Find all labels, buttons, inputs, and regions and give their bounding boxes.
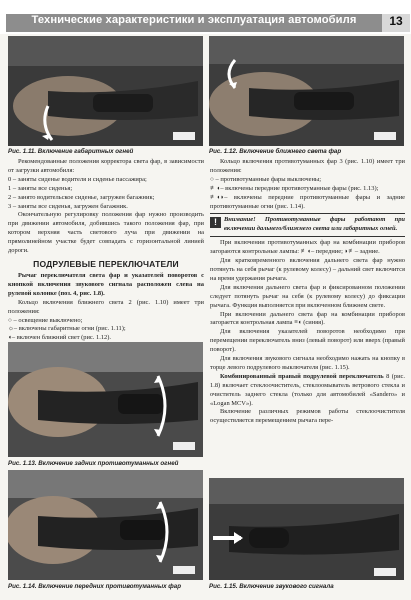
warning-box (210, 213, 405, 237)
paragraph: Рычаг переключателя света фар и указателей поворотов с кнопкой включения звукового сигнала расположен слева на рулевой колонке (поз. 4, рис. 1.8). (8, 271, 204, 297)
figure-1-11-caption: Рис. 1.11. Включение габаритных огней (8, 148, 134, 155)
page-number: 13 (382, 14, 410, 32)
warning-text: Внимание! Противотуманные фары работают при включении дальнего/ближнего света или габаритных огней. (224, 216, 405, 233)
figure-1-15-caption: Рис. 1.15. Включение звукового сигнала (209, 583, 334, 590)
paragraph: Кольцо включения противотуманных фар 3 (рис. 1.10) имеет три положения: (210, 158, 405, 174)
section-heading: ПОДРУЛЕВЫЕ ПЕРЕКЛЮЧАТЕЛИ (33, 258, 179, 269)
page-title: Технические характеристики и эксплуатация автомобиля (31, 14, 357, 26)
left-column-text (8, 158, 204, 343)
list-item: 1 – заняты все сиденья; (8, 184, 73, 192)
paragraph: Окончательную регулировку положения фар нужно производить при движении автомобиля, добившись такого положения фар, при котором верхняя часть светового луча при движении на прямолинейном участке будет совпадать с горизонтальной линией дороги. (8, 211, 204, 255)
paragraph: Кольцо включения ближнего света 2 (рис. 1.10) имеет три положения: (8, 298, 204, 315)
paragraph: Для включения звукового сигнала необходимо нажать на кнопку в торце левого подрулевого выключателя (рис. 1.15). (210, 355, 405, 371)
low-beam-icon: ◖ (8, 334, 12, 342)
list-item: 0 – заняты сиденье водителя и сиденье пассажира; (8, 175, 147, 183)
paragraph: Для кратковременного включения дальнего света фар нужно потянуть на себя рычаг (к рулевому колесу) – дальний свет включится на время удержания рычага. (210, 257, 405, 282)
figure-1-15-photo (209, 478, 404, 580)
list-item-front-fog: ≢◖– включены передние противотуманные фары (рис. 1.13); (210, 184, 379, 192)
figure-1-12-caption: Рис. 1.12. Включение ближнего света фар (209, 148, 342, 155)
list-item-rear-fog: ≢◖◗– включены передние противотуманные фары и задние противотуманные огни (рис. 1.14). (210, 193, 405, 210)
front-rear-fog-icon: ≢◖◗ (210, 193, 225, 201)
figure-1-11-photo (8, 36, 203, 146)
list-item: ○ – противотуманные фары выключены; (210, 175, 322, 183)
rear-fog-lamp-icon: ◗≢ (344, 248, 355, 256)
figure-1-13-photo (8, 342, 203, 457)
figure-1-14-caption: Рис. 1.14. Включение передних противотуманных фар (8, 583, 181, 590)
paragraph: Для включения дальнего света фар и фиксированном положении следует потянуть рычаг на себя (к рулевому колесу) до фиксации рычага. Функция выполняется при включенном ближнем свете. (210, 283, 405, 309)
list-item: 2 – занято водительское сиденье, загружен багажник; (8, 193, 155, 201)
parking-lights-icon: ☼ (8, 325, 14, 333)
paragraph: При включении противотуманных фар на комбинации приборов загораются контрольные лампы: ≢◖– передние; ◗≢– задние. (210, 239, 405, 256)
right-column-text (210, 158, 405, 426)
paragraph: Для включения указателей поворотов необходимо при перемещении переключатель вниз (левый поворот) или вверх (правый поворот). (210, 328, 405, 354)
figure-1-12-photo (209, 36, 404, 146)
list-item-dipped: ◖– включен ближний свет (рис. 1.12). (8, 334, 112, 342)
page-header (0, 0, 411, 34)
figure-1-14-photo (8, 470, 203, 580)
paragraph: При включении дальнего света фар на комбинации приборов загорается контрольная лампа ≡◖ (синяя). (210, 310, 405, 327)
figure-1-13-caption: Рис. 1.13. Включение задних противотуманных огней (8, 460, 179, 467)
list-item: 3 – заняты все сиденья, загружен багажник. (8, 202, 128, 210)
warning-icon: ! (210, 217, 221, 228)
list-item-parking: ☼– включены габаритные огни (рис. 1.11); (8, 325, 126, 333)
paragraph: Комбинированный правый подрулевой переключатель 8 (рис. 1.8) включает стеклоочиститель, стеклоомыватель ветрового стекла и очиститель заднего стекла (только для автомобилей «Sandero» и «Logan MCV»). (210, 372, 405, 407)
front-fog-icon: ≢◖ (210, 184, 221, 192)
high-beam-icon: ≡◖ (294, 319, 302, 327)
paragraph: Рекомендованные положения корректора света фар, в зависимости от загрузки автомобиля: (8, 158, 204, 174)
list-item: ○ – освещение выключено; (8, 316, 83, 324)
front-fog-lamp-icon: ≢◖ (300, 248, 311, 256)
paragraph: Включение различных режимов работы стеклоочистителя осуществляется перемещением рычага пере- (210, 408, 405, 425)
